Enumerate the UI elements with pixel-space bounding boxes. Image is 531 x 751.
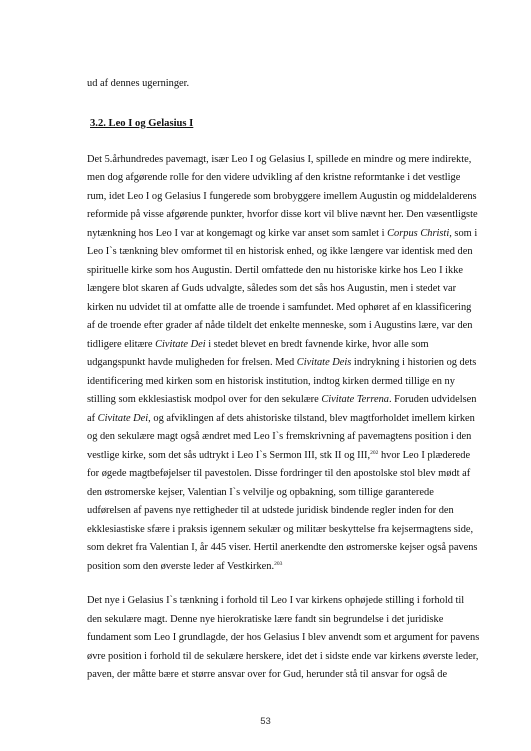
text-line xyxy=(87,560,282,573)
page-number: 53 xyxy=(260,716,271,727)
text-line: som dekret fra Valentian I, år 445 viser. Hertil anerkendte den østromerske kejser også pavens xyxy=(87,542,478,553)
text-line xyxy=(87,338,429,351)
text-line: Det 5.århundredes pavemagt, især Leo I og Gelasius I, spillede en mindre og mere indirekte, xyxy=(87,154,472,165)
italic-term: Corpus Christi xyxy=(387,228,450,239)
text-line: kirken nu udvidet til at omfatte alle de troende i samfundet. Med ophøret af en klassificering xyxy=(87,302,472,313)
text-line: længere blot skaren af Guds udvalgte, således som det sås hos Augustin, men i stedet var xyxy=(87,283,457,294)
text-segment: udgangspunkt havde muligheden for frelsen. Med xyxy=(87,357,297,368)
text-segment: hvor Leo I plæderede xyxy=(378,450,471,461)
text-line: identificering med kirken som en historisk institution, indtog kirken dermed tillige en ny xyxy=(87,376,455,387)
italic-term: Civitate Dei xyxy=(155,339,206,350)
footnote-marker[interactable]: 202 xyxy=(370,450,379,456)
text-line xyxy=(87,393,476,406)
text-segment: indrykning i historien og dets xyxy=(351,357,477,368)
text-line: af de troende efter grader af nåde tildelt det enkelte menneske, som i Augustins lære, var den xyxy=(87,320,473,331)
text-line: og den sekulære magt også ændret med Leo I`s fremskrivning af pavemagtens position i den xyxy=(87,431,472,442)
text-segment: . Foruden udvidelsen xyxy=(388,394,477,405)
text-line xyxy=(87,449,470,462)
footnote-marker[interactable]: 203 xyxy=(274,561,283,567)
text-segment: nytænkning hos Leo I var at kongemagt og kirke var anset som samlet i xyxy=(87,228,388,239)
text-segment: vestlige kirke, som det sås udtrykt i Leo I`s Sermon III, stk II og III, xyxy=(87,450,371,461)
text-line: Det nye i Gelasius I`s tænkning i forhold til Leo I var kirkens ophøjede stilling i forhold til xyxy=(87,595,465,606)
text-line: rum, idet Leo I og Gelasius I fungerede som brobyggere imellem Augustin og middelalderens xyxy=(87,191,477,202)
text-line xyxy=(87,412,475,425)
text-segment: af xyxy=(87,413,98,424)
text-line: for øgede magtbeføjelser til pavestolen. Disse fordringer til den apostolske stol blev mødt af xyxy=(87,468,471,479)
text-segment: , som i xyxy=(449,228,478,239)
italic-term: Civitate Deis xyxy=(296,357,352,368)
text-line: øvre position i forhold til de sekulære herskere, idet det i sidste ende var kirkens øverste leder, xyxy=(87,651,479,662)
text-segment: i stedet blevet en bredt favnende kirke, hvor alle som xyxy=(205,339,429,350)
text-line: udførelsen af pavens nye rettigheder til at udstede juridisk bindende regler inden for den xyxy=(87,505,454,516)
text-line xyxy=(87,356,476,369)
text-segment: tidligere elitære xyxy=(87,339,156,350)
text-segment: position som den øverste leder af Vestkirken. xyxy=(87,561,275,572)
text-line: paven, der måtte bære et større ansvar over for Gud, herunder stå til ansvar for også de xyxy=(87,669,448,680)
text-segment: stilling som ekklesiastisk modpol over for den sekulære xyxy=(87,394,322,405)
section-heading: 3.2. Leo I og Gelasius I xyxy=(90,118,194,129)
text-line: fundament som Leo I grundlagde, der hos Gelasius I blev anvendt som et argument for pavens xyxy=(87,632,480,643)
italic-term: Civitate Terrena xyxy=(321,394,389,405)
text-line: ud af dennes ugerninger. xyxy=(87,78,190,89)
text-line: Leo I`s tænkning blev omformet til en historisk enhed, og ikke længere var identisk med den xyxy=(87,246,473,257)
text-line: den østromerske kejser, Valentian I`s velvilje og opbakning, som tillige garanterede xyxy=(87,487,434,498)
text-segment: , og afviklingen af dets ahistoriske tilstand, blev magtforholdet imellem kirken xyxy=(148,413,475,424)
text-line: den sekulære magt. Denne nye hierokratiske lære fandt sin begrundelse i det juridiske xyxy=(87,614,444,625)
italic-term: Civitate Dei xyxy=(97,413,149,424)
text-line xyxy=(87,227,477,240)
text-line: ekklesiastiske sfære i praksis igennem sekulær og militær beskyttelse fra kejsermagtens side, xyxy=(87,524,474,535)
text-line: reformide på visse afgørende punkter, hvorfor disse kort vil blive nævnt her. Den væsentligste xyxy=(87,209,478,220)
text-line: men dog afgørende rolle for den videre udvikling af den kristne reformtanke i det vestlige xyxy=(87,172,461,183)
text-line: spirituelle kirke som hos Augustin. Dertil omfattede den nu historiske kirke hos Leo I ikke xyxy=(87,265,464,276)
